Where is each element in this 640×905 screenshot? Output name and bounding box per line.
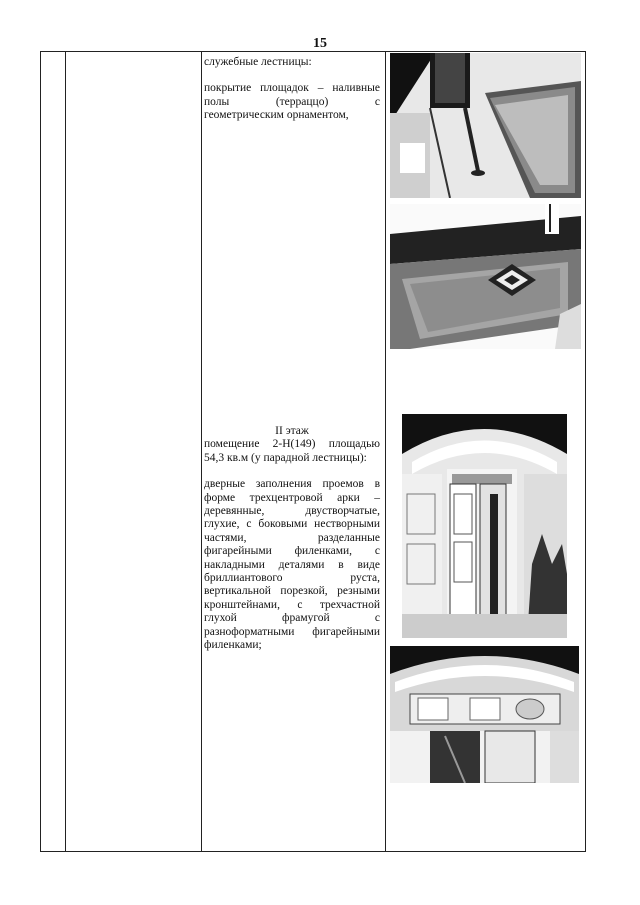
document-table (40, 51, 586, 852)
text-line: кронштейнами, с трехчастной (204, 598, 380, 611)
column-divider (385, 52, 386, 851)
photo-terrazzo-floor (390, 204, 581, 349)
page-number: 15 (313, 36, 327, 51)
text-line: дверные заполнения проемов в (204, 478, 380, 491)
text-line: филенками; (204, 639, 262, 652)
text-line: помещение 2-Н(149) площадью (204, 438, 380, 451)
text-line: глухой фрамугой с (204, 612, 380, 625)
text-line: деревянные, двустворчатые, (204, 505, 380, 518)
section-heading: служебные лестницы: (204, 56, 312, 68)
text-line: 54,3 кв.м (у парадной лестницы): (204, 451, 367, 464)
photo-stair-landing (390, 53, 581, 198)
photo-arched-door (402, 414, 567, 638)
text-line: вертикальной порезкой, резными (204, 585, 380, 598)
photo-stair-landing-image (390, 53, 581, 198)
text-line: разноформатными фигарейными (204, 625, 380, 638)
section-second-floor (204, 425, 380, 653)
text-line: фигарейными филенками, с (204, 545, 380, 558)
text-line: геометрическим орнаментом, (204, 109, 349, 122)
photo-arched-door-image (402, 414, 567, 638)
column-divider (201, 52, 202, 851)
column-divider (65, 52, 66, 851)
photo-transom-detail-image (390, 646, 579, 783)
photo-transom-detail (390, 646, 579, 783)
text-line: частями, разделанные (204, 531, 380, 544)
section-stairs (204, 56, 380, 123)
text-line: глухие, с боковыми нестворными (204, 518, 380, 531)
text-line: накладными деталями в виде (204, 558, 380, 571)
photo-terrazzo-floor-image (390, 204, 581, 349)
floor-heading: II этаж (275, 425, 309, 437)
text-line: покрытие площадок – наливные (204, 82, 380, 95)
text-line: форме трехцентровой арки – (204, 491, 380, 504)
text-line: бриллиантового руста, (204, 572, 380, 585)
text-line: полы (терраццо) с (204, 95, 380, 108)
